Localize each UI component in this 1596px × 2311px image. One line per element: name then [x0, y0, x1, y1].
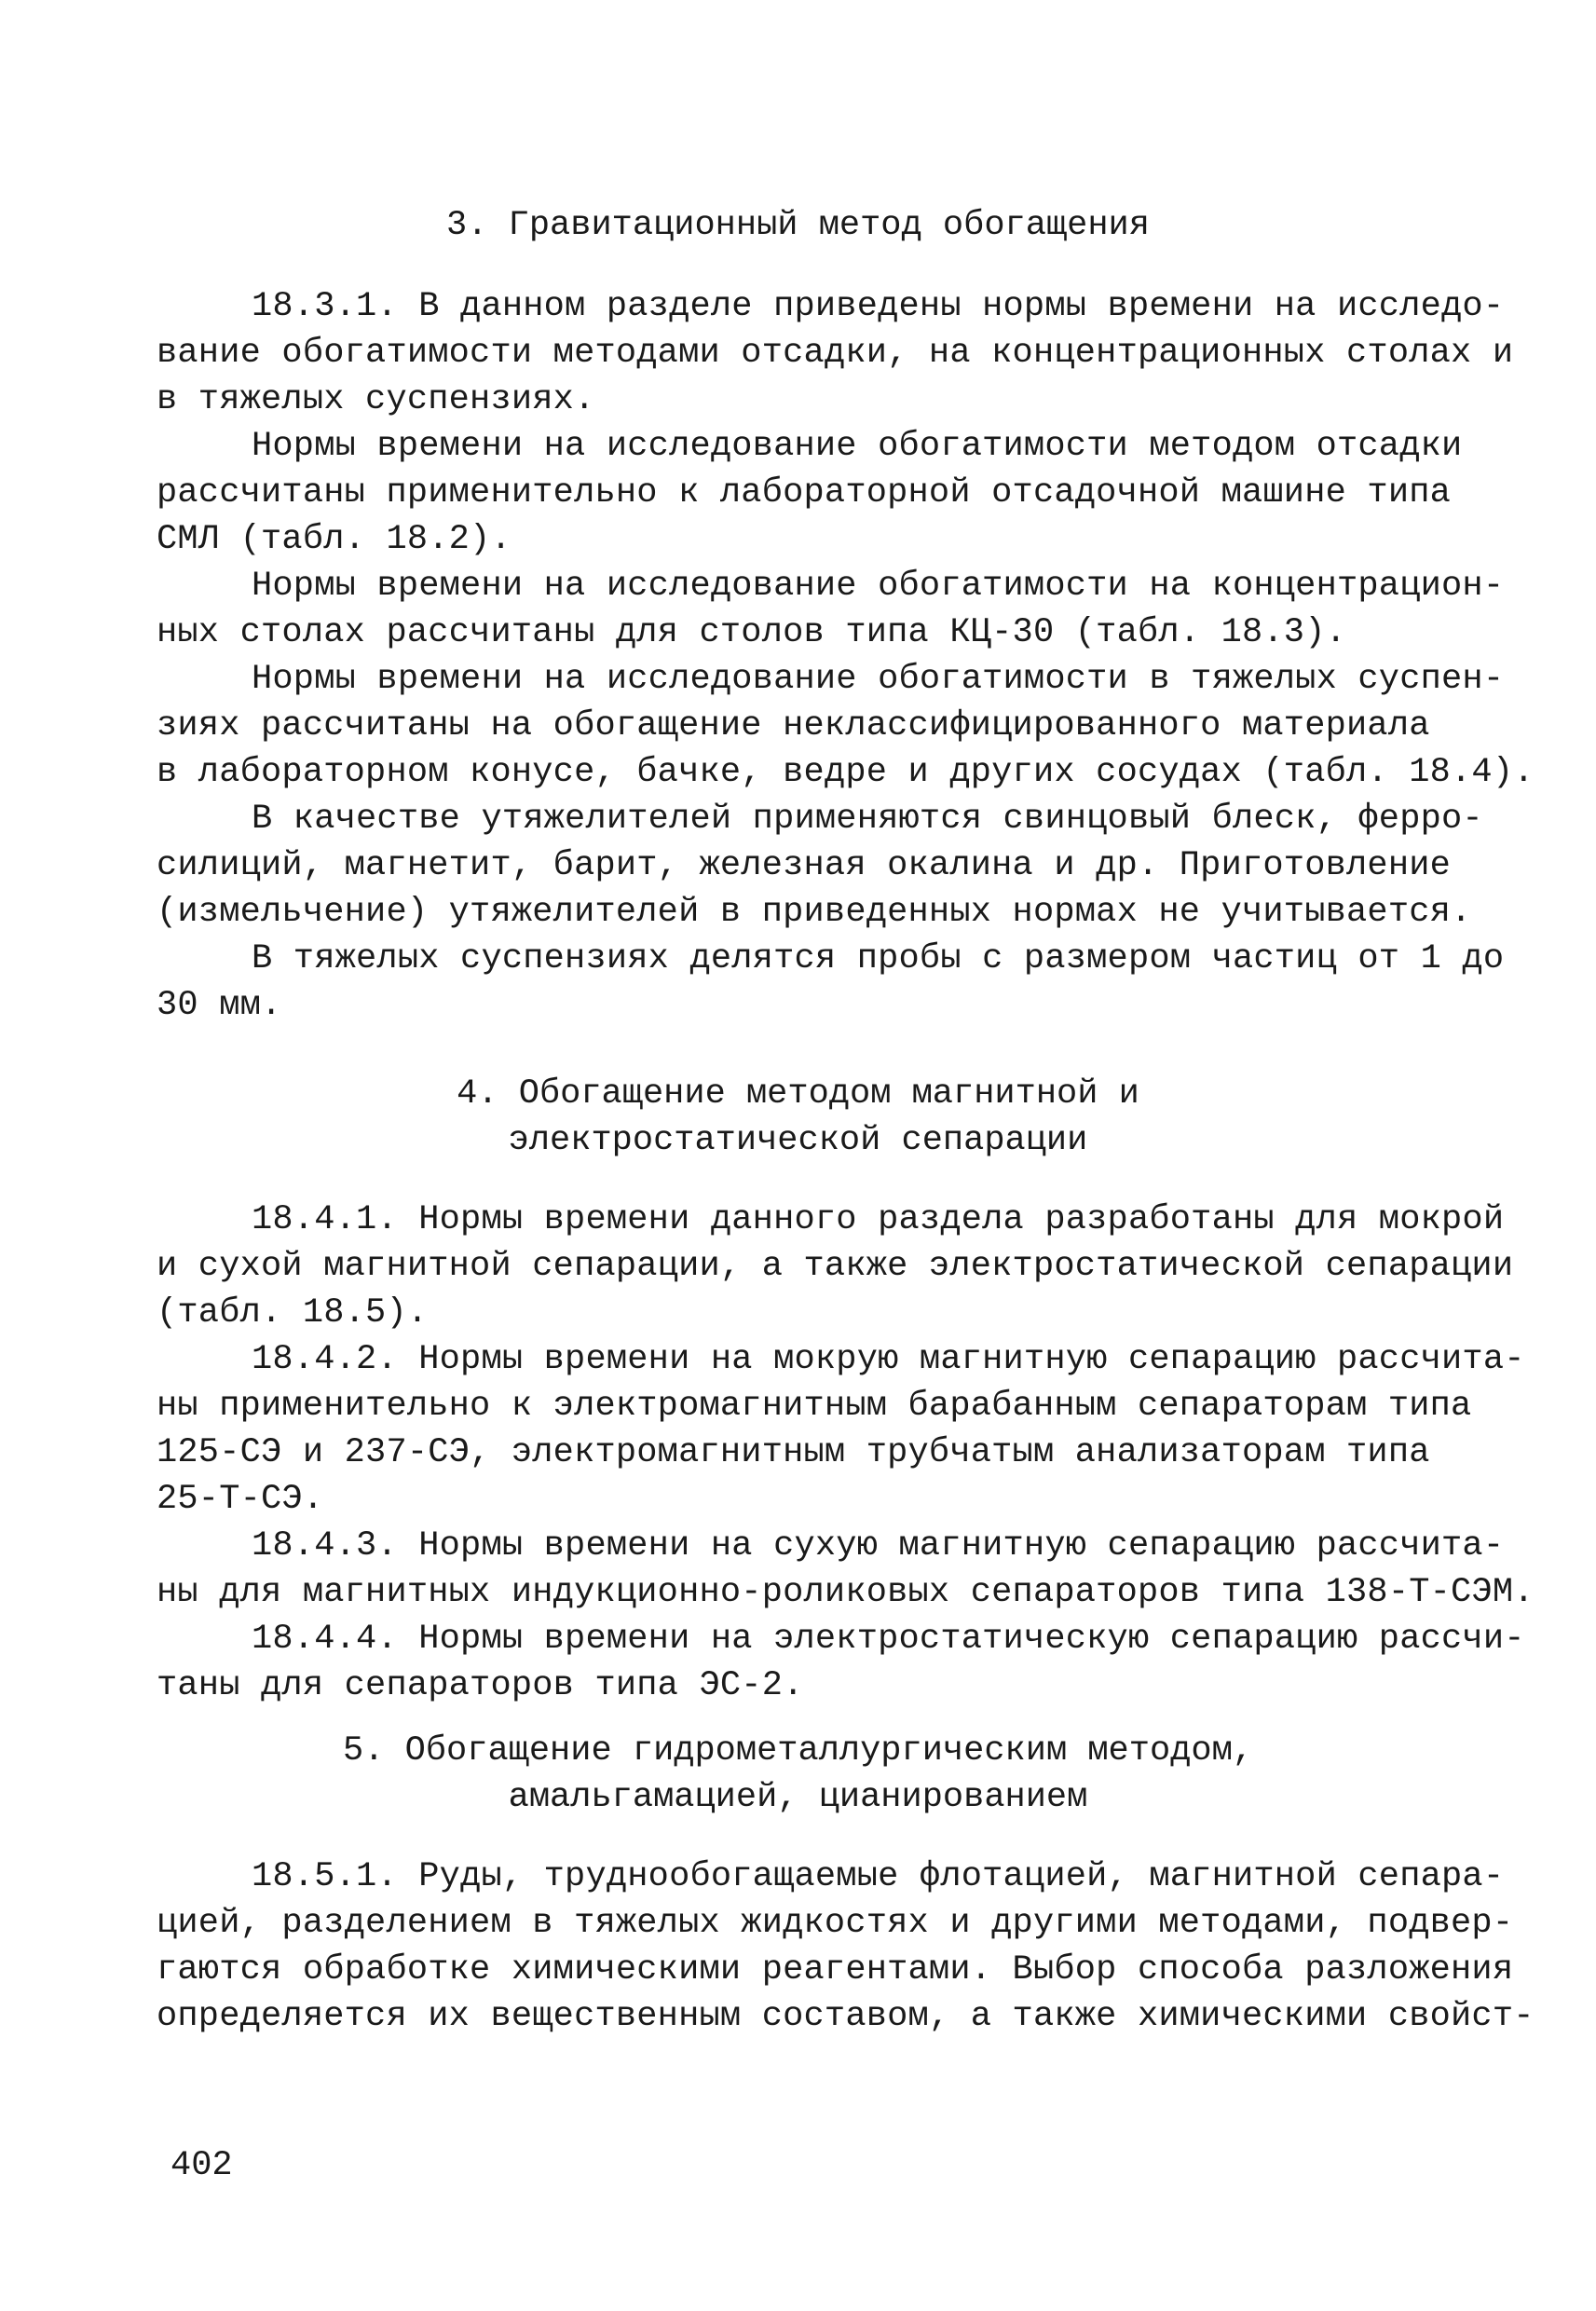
paragraph-18-4-2-line-1: 18.4.2. Нормы времени на мокрую магнитную сепарацию рассчита-	[252, 1340, 1525, 1379]
paragraph-jigging-line-1: Нормы времени на исследование обогатимости методом отсадки	[252, 427, 1463, 466]
page-number: 402	[171, 2146, 233, 2185]
paragraph-suspensions-line-1: Нормы времени на исследование обогатимости в тяжелых суспен-	[252, 660, 1505, 699]
paragraph-weighting-line-3: (измельчение) утяжелителей в приведенных нормах не учитывается.	[157, 893, 1472, 932]
paragraph-18-4-3-line-1: 18.4.3. Нормы времени на сухую магнитную сепарацию рассчита-	[252, 1526, 1505, 1566]
paragraph-weighting-line-2: силиций, магнетит, барит, железная окалина и др. Приготовление	[157, 846, 1452, 885]
paragraph-18-3-1-line-2: вание обогатимости методами отсадки, на концентрационных столах и	[157, 334, 1514, 373]
paragraph-18-4-2-line-4: 25-Т-СЭ.	[157, 1480, 324, 1519]
paragraph-18-3-1-line-1: 18.3.1. В данном разделе приведены нормы времени на исследо-	[252, 287, 1505, 326]
paragraph-suspensions-line-2: зиях рассчитаны на обогащение неклассифицированного материала	[157, 706, 1430, 745]
paragraph-18-5-1-line-1: 18.5.1. Руды, труднообогащаемые флотацией, магнитной сепара-	[252, 1857, 1505, 1896]
paragraph-18-5-1-line-2: цией, разделением в тяжелых жидкостях и другими методами, подвер-	[157, 1904, 1514, 1943]
paragraph-18-4-1-line-2: и сухой магнитной сепарации, а также электростатической сепарации	[157, 1247, 1514, 1286]
paragraph-18-4-1-line-1: 18.4.1. Нормы времени данного раздела разработаны для мокрой	[252, 1200, 1505, 1239]
paragraph-tables-line-2: ных столах рассчитаны для столов типа КЦ-30 (табл. 18.3).	[157, 613, 1347, 652]
section-5-heading-line-1: 5. Обогащение гидрометаллургическим методом,	[343, 1731, 1253, 1771]
paragraph-18-4-4-line-1: 18.4.4. Нормы времени на электростатическую сепарацию рассчи-	[252, 1620, 1525, 1659]
paragraph-18-3-1-line-3: в тяжелых суспензиях.	[157, 380, 595, 419]
paragraph-jigging-line-3: СМЛ (табл. 18.2).	[157, 520, 512, 559]
paragraph-18-5-1-line-4: определяется их вещественным составом, а также химическими свойст-	[157, 1997, 1535, 2036]
paragraph-18-5-1-line-3: гаются обработке химическими реагентами. Выбор способа разложения	[157, 1950, 1514, 1990]
paragraph-weighting-line-1: В качестве утяжелителей применяются свинцовый блеск, ферро-	[252, 800, 1483, 839]
paragraph-particle-size-line-2: 30 мм.	[157, 986, 282, 1025]
paragraph-tables-line-1: Нормы времени на исследование обогатимости на концентрацион-	[252, 567, 1505, 606]
paragraph-18-4-3-line-2: ны для магнитных индукционно-роликовых сепараторов типа 138-Т-СЭМ.	[157, 1573, 1535, 1612]
paragraph-18-4-4-line-2: таны для сепараторов типа ЭС-2.	[157, 1666, 804, 1705]
paragraph-18-4-1-line-3: (табл. 18.5).	[157, 1293, 429, 1333]
section-5-heading-line-2: амальгамацией, цианированием	[508, 1778, 1088, 1817]
section-4-heading-line-2: электростатической сепарации	[508, 1121, 1088, 1160]
section-3-heading: 3. Гравитационный метод обогащения	[446, 206, 1150, 245]
paragraph-suspensions-line-3: в лабораторном конусе, бачке, ведре и других сосудах (табл. 18.4).	[157, 753, 1535, 792]
paragraph-18-4-2-line-3: 125-СЭ и 237-СЭ, электромагнитным трубчатым анализаторам типа	[157, 1433, 1430, 1472]
paragraph-particle-size-line-1: В тяжелых суспензиях делятся пробы с размером частиц от 1 до	[252, 939, 1505, 978]
paragraph-18-4-2-line-2: ны применительно к электромагнитным барабанным сепараторам типа	[157, 1387, 1472, 1426]
section-4-heading-line-1: 4. Обогащение методом магнитной и	[457, 1074, 1139, 1114]
paragraph-jigging-line-2: рассчитаны применительно к лабораторной отсадочной машине типа	[157, 473, 1452, 513]
